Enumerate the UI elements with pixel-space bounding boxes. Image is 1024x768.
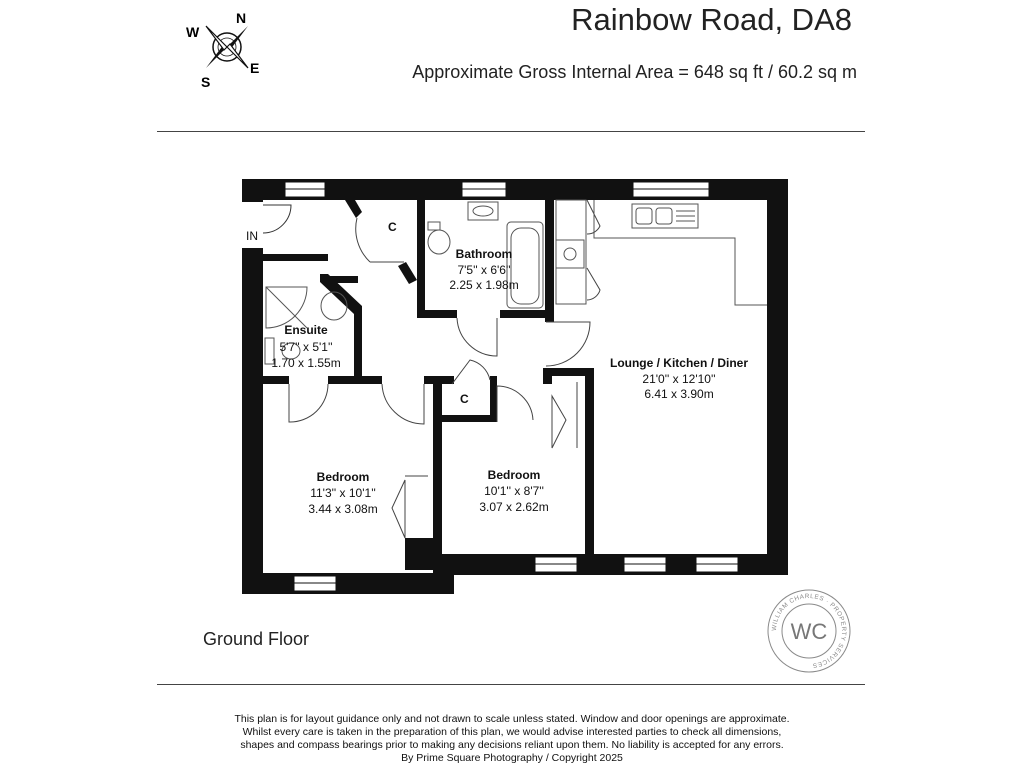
william-charles-logo xyxy=(766,588,852,674)
room-metric-bathroom: 2.25 x 1.98m xyxy=(449,278,519,292)
logo-monogram: WC xyxy=(790,619,828,644)
room-imperial-bedroom-2: 10'1'' x 8'7'' xyxy=(484,484,544,498)
cupboard-label-bedroom: C xyxy=(460,392,469,406)
compass-south: S xyxy=(201,74,211,90)
room-metric-lounge: 6.41 x 3.90m xyxy=(644,387,714,401)
logo-ring-text: WILLIAM CHARLES · PROPERTY SERVICES xyxy=(770,592,848,669)
compass-north: N xyxy=(236,10,247,26)
entry-label: IN xyxy=(246,229,258,243)
floor-label: Ground Floor xyxy=(203,629,310,649)
gross-internal-area: Approximate Gross Internal Area = 648 sq ft / 60.2 sq m xyxy=(412,62,857,82)
room-name-bedroom-1: Bedroom xyxy=(316,470,370,484)
room-imperial-bathroom: 7'5'' x 6'6'' xyxy=(457,263,511,277)
room-metric-bedroom-2: 3.07 x 2.62m xyxy=(479,500,549,514)
compass-west: W xyxy=(186,24,200,40)
property-title: Rainbow Road, DA8 xyxy=(571,2,852,37)
room-imperial-lounge: 21'0'' x 12'10'' xyxy=(642,372,716,386)
room-imperial-ensuite: 5'7'' x 5'1'' xyxy=(279,340,333,354)
room-name-ensuite: Ensuite xyxy=(284,323,328,337)
room-metric-ensuite: 1.70 x 1.55m xyxy=(271,356,341,370)
room-labels xyxy=(246,220,748,516)
kitchen-counter xyxy=(556,200,767,305)
cupboard-label-hall: C xyxy=(388,220,397,234)
room-imperial-bedroom-1: 11'3'' x 10'1'' xyxy=(310,486,376,500)
disclaimer-line: shapes and compass bearings prior to making any decisions reliant upon them. No liability is accepted for any errors. xyxy=(240,739,784,751)
disclaimer-line: By Prime Square Photography / Copyright 2025 xyxy=(401,752,623,764)
disclaimer-line: Whilst every care is taken in the preparation of this plan, we would advise interested parties to check all dimensions, xyxy=(242,726,782,738)
room-name-bathroom: Bathroom xyxy=(455,247,513,261)
disclaimer-line: This plan is for layout guidance only and not drawn to scale unless stated. Window and door openings are approximate. xyxy=(234,713,790,725)
room-name-lounge: Lounge / Kitchen / Diner xyxy=(609,356,749,370)
compass-east: E xyxy=(250,60,260,76)
disclaimer xyxy=(0,713,1024,765)
room-name-bedroom-2: Bedroom xyxy=(487,468,541,482)
room-metric-bedroom-1: 3.44 x 3.08m xyxy=(308,502,378,516)
